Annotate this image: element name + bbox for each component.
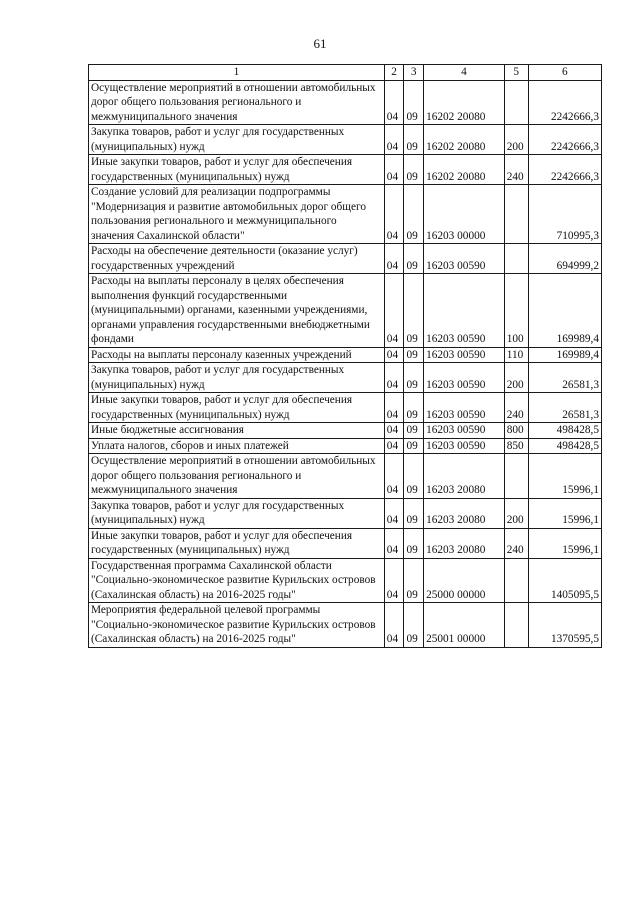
row-expense-type: 240 <box>504 393 528 423</box>
row-name: Иные бюджетные ассигнования <box>89 423 385 439</box>
row-name: Закупка товаров, работ и услуг для государственных (муниципальных) нужд <box>89 363 385 393</box>
row-target-code: 25001 00000 <box>424 603 505 648</box>
row-subsection: 09 <box>404 393 424 423</box>
row-expense-type <box>504 454 528 499</box>
row-expense-type <box>504 603 528 648</box>
row-amount: 169989,4 <box>528 274 601 348</box>
row-name: Закупка товаров, работ и услуг для государственных (муниципальных) нужд <box>89 125 385 155</box>
row-expense-type <box>504 80 528 125</box>
table-row <box>89 80 602 125</box>
row-name: Государственная программа Сахалинской области "Социально-экономическое развитие Курильских островов (Сахалинская область) на 2016-2025 годы" <box>89 558 385 603</box>
row-target-code: 16203 00590 <box>424 244 505 274</box>
row-subsection: 09 <box>404 244 424 274</box>
row-subsection: 09 <box>404 363 424 393</box>
table-row <box>89 454 602 499</box>
row-section: 04 <box>384 347 404 363</box>
row-amount: 2242666,3 <box>528 125 601 155</box>
row-subsection: 09 <box>404 347 424 363</box>
row-name: Осуществление мероприятий в отношении автомобильных дорог общего пользования регионального и межмуниципального значения <box>89 80 385 125</box>
row-amount: 2242666,3 <box>528 80 601 125</box>
row-subsection: 09 <box>404 274 424 348</box>
row-section: 04 <box>384 393 404 423</box>
table-row <box>89 185 602 244</box>
row-target-code: 16202 20080 <box>424 80 505 125</box>
row-target-code: 16203 00590 <box>424 363 505 393</box>
table-row <box>89 423 602 439</box>
row-subsection: 09 <box>404 185 424 244</box>
table-row <box>89 438 602 454</box>
row-name: Иные закупки товаров, работ и услуг для обеспечения государственных (муниципальных) нужд <box>89 393 385 423</box>
table-row <box>89 155 602 185</box>
row-section: 04 <box>384 528 404 558</box>
header-col-4: 4 <box>424 65 505 81</box>
row-subsection: 09 <box>404 454 424 499</box>
row-target-code: 16203 00590 <box>424 423 505 439</box>
row-subsection: 09 <box>404 603 424 648</box>
row-name: Иные закупки товаров, работ и услуг для обеспечения государственных (муниципальных) нужд <box>89 528 385 558</box>
row-section: 04 <box>384 274 404 348</box>
row-name: Иные закупки товаров, работ и услуг для обеспечения государственных (муниципальных) нужд <box>89 155 385 185</box>
row-expense-type: 850 <box>504 438 528 454</box>
row-name: Мероприятия федеральной целевой программы "Социально-экономическое развитие Курильских островов (Сахалинская область) на 2016-2025 годы" <box>89 603 385 648</box>
row-target-code: 16203 00000 <box>424 185 505 244</box>
row-section: 04 <box>384 155 404 185</box>
table-row <box>89 393 602 423</box>
row-subsection: 09 <box>404 423 424 439</box>
table-row <box>89 498 602 528</box>
row-section: 04 <box>384 558 404 603</box>
row-subsection: 09 <box>404 80 424 125</box>
table-row <box>89 274 602 348</box>
row-section: 04 <box>384 125 404 155</box>
row-amount: 498428,5 <box>528 438 601 454</box>
row-target-code: 16203 20080 <box>424 454 505 499</box>
row-amount: 15996,1 <box>528 498 601 528</box>
row-amount: 694999,2 <box>528 244 601 274</box>
row-amount: 26581,3 <box>528 393 601 423</box>
row-amount: 710995,3 <box>528 185 601 244</box>
row-expense-type: 240 <box>504 528 528 558</box>
row-section: 04 <box>384 185 404 244</box>
row-subsection: 09 <box>404 438 424 454</box>
header-col-1: 1 <box>89 65 385 81</box>
table-row <box>89 603 602 648</box>
row-target-code: 16203 00590 <box>424 274 505 348</box>
row-expense-type: 200 <box>504 498 528 528</box>
row-target-code: 16202 20080 <box>424 155 505 185</box>
row-expense-type: 200 <box>504 363 528 393</box>
row-section: 04 <box>384 423 404 439</box>
header-col-2: 2 <box>384 65 404 81</box>
row-expense-type <box>504 185 528 244</box>
row-expense-type: 200 <box>504 125 528 155</box>
row-target-code: 16203 00590 <box>424 438 505 454</box>
row-amount: 169989,4 <box>528 347 601 363</box>
row-amount: 498428,5 <box>528 423 601 439</box>
row-subsection: 09 <box>404 498 424 528</box>
row-subsection: 09 <box>404 125 424 155</box>
table-row <box>89 244 602 274</box>
table-row <box>89 125 602 155</box>
table-row <box>89 363 602 393</box>
row-target-code: 16202 20080 <box>424 125 505 155</box>
row-subsection: 09 <box>404 528 424 558</box>
row-target-code: 25000 00000 <box>424 558 505 603</box>
header-col-6: 6 <box>528 65 601 81</box>
row-name: Расходы на обеспечение деятельности (оказание услуг) государственных учреждений <box>89 244 385 274</box>
row-name: Уплата налогов, сборов и иных платежей <box>89 438 385 454</box>
row-section: 04 <box>384 244 404 274</box>
row-amount: 1405095,5 <box>528 558 601 603</box>
row-expense-type: 800 <box>504 423 528 439</box>
row-subsection: 09 <box>404 155 424 185</box>
row-amount: 1370595,5 <box>528 603 601 648</box>
table-body <box>89 80 602 647</box>
row-section: 04 <box>384 603 404 648</box>
budget-table <box>88 64 602 648</box>
header-col-3: 3 <box>404 65 424 81</box>
row-target-code: 16203 00590 <box>424 393 505 423</box>
row-expense-type: 110 <box>504 347 528 363</box>
row-subsection: 09 <box>404 558 424 603</box>
row-section: 04 <box>384 454 404 499</box>
row-expense-type: 240 <box>504 155 528 185</box>
row-expense-type <box>504 558 528 603</box>
row-name: Расходы на выплаты персоналу в целях обеспечения выполнения функций государственными (муниципальными) органами, казенными учреждениями, органами управления государственными внебюджетными фондами <box>89 274 385 348</box>
row-amount: 15996,1 <box>528 528 601 558</box>
row-amount: 15996,1 <box>528 454 601 499</box>
row-name: Закупка товаров, работ и услуг для государственных (муниципальных) нужд <box>89 498 385 528</box>
row-expense-type <box>504 244 528 274</box>
row-section: 04 <box>384 363 404 393</box>
page-number: 61 <box>313 36 327 51</box>
row-section: 04 <box>384 80 404 125</box>
row-section: 04 <box>384 498 404 528</box>
row-target-code: 16203 20080 <box>424 528 505 558</box>
row-target-code: 16203 00590 <box>424 347 505 363</box>
row-target-code: 16203 20080 <box>424 498 505 528</box>
row-name: Создание условий для реализации подпрограммы "Модернизация и развитие автомобильных дорог общего пользования регионального и межмуниципального значения Сахалинской области" <box>89 185 385 244</box>
table-row <box>89 347 602 363</box>
row-name: Осуществление мероприятий в отношении автомобильных дорог общего пользования регионального и межмуниципального значения <box>89 454 385 499</box>
row-expense-type: 100 <box>504 274 528 348</box>
row-name: Расходы на выплаты персоналу казенных учреждений <box>89 347 385 363</box>
row-section: 04 <box>384 438 404 454</box>
table-row <box>89 558 602 603</box>
table-header-row <box>89 65 602 81</box>
table-row <box>89 528 602 558</box>
header-col-5: 5 <box>504 65 528 81</box>
row-amount: 26581,3 <box>528 363 601 393</box>
row-amount: 2242666,3 <box>528 155 601 185</box>
